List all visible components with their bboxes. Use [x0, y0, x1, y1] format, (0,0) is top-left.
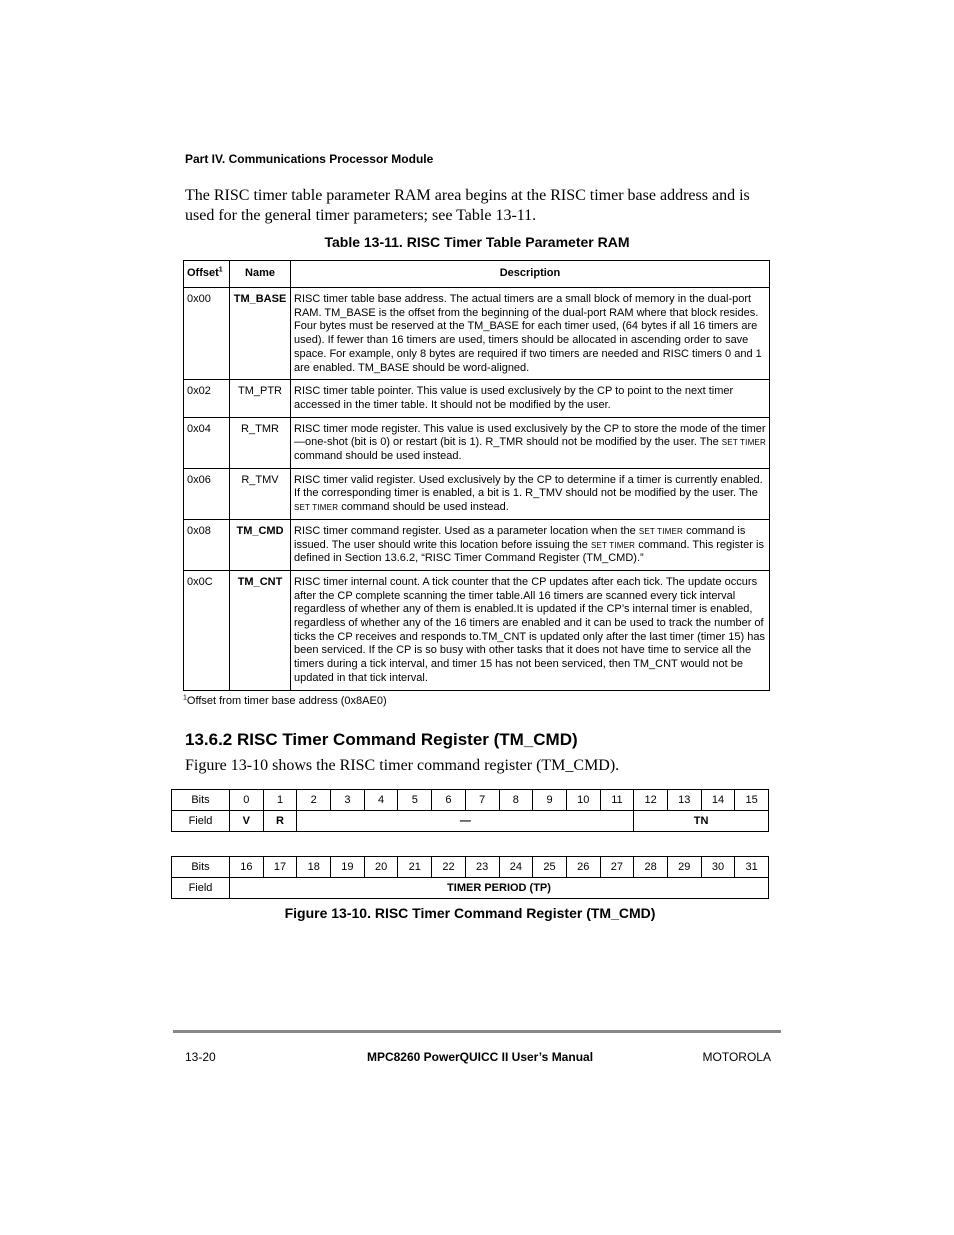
bits-label: Bits	[172, 857, 230, 878]
description-header: Description	[291, 261, 770, 288]
table-caption: Table 13-11. RISC Timer Table Parameter RAM	[324, 234, 630, 250]
page-number: 13-20	[185, 1050, 216, 1064]
section-heading: 13.6.2 RISC Timer Command Register (TM_CMD)	[185, 730, 578, 749]
name-cell: TM_CMD	[230, 519, 291, 570]
bit-number: 21	[398, 857, 432, 878]
bit-number: 0	[230, 790, 264, 811]
register-field: R	[263, 811, 297, 832]
bits-row-upper	[172, 790, 769, 811]
bit-number: 13	[667, 790, 701, 811]
bit-number: 3	[331, 790, 365, 811]
field-row-upper	[172, 811, 769, 832]
bit-number: 6	[432, 790, 466, 811]
description-text: RISC timer table base address. The actual timers are a small block of memory in the dual-port RAM. TM_BASE is the offset from the beginning of the dual-port RAM where that block resides. Four bytes must be reserved at the TM_BASE for each timer used, (64 bytes if all 16 timers are used). If fewer than 16 timers are used, timers should be allocated in ascending order to save space. For example, only 8 bytes are required if two timers are needed and RISC timers 0 and 1 are enabled. TM_BASE should be word-aligned.	[294, 293, 762, 374]
name-cell: TM_BASE	[230, 288, 291, 380]
description-text: RISC timer mode register. This value is used exclusively by the CP to store the mode of the timer—one-shot (bit is 0) or restart (bit is 1). R_TMR should not be modified by the user. The	[294, 422, 766, 449]
bit-number: 22	[432, 857, 466, 878]
field-label: Field	[172, 811, 230, 832]
register-field: V	[230, 811, 264, 832]
description-cell	[291, 468, 770, 519]
description-text: RISC timer internal count. A tick counter that the CP updates after each tick. The update occurs after the CP complete scanning the timer table.All 16 timers are scanned every tick interval regardless of whether any of them is enabled.It is updated if the CP’s internal timer is enabled, regardless of whether any of the 16 timers are enabled and it can be used to track the number of ticks the CP receives and responds to.TM_CNT is updated only after the last timer (timer 15) has been serviced. If the CP is so busy with other tasks that it does not have time to service all the timers during a tick interval, and timer 15 has not been serviced, then TM_CNT would not be updated in that tick interval.	[294, 575, 765, 684]
table-row	[184, 417, 770, 468]
offset-cell: 0x02	[184, 380, 230, 417]
table-footnote: $^1$Offset from timer base address (0x8AE0)	[183, 694, 387, 707]
description-cell	[291, 570, 770, 690]
offset-cell: 0x08	[184, 519, 230, 570]
description-text: command. This register is defined in Section 13.6.2, “RISC Timer Command Register (TM_CMD).”	[294, 538, 764, 565]
command-name: SET TIMER	[721, 438, 766, 448]
table-header-row	[184, 261, 770, 288]
offset-cell: 0x0C	[184, 570, 230, 690]
bit-number: 15	[735, 790, 769, 811]
section-text: Figure 13-10 shows the RISC timer command register (TM_CMD).	[185, 757, 620, 774]
bit-number: 11	[600, 790, 634, 811]
bit-number: 16	[230, 857, 264, 878]
description-text: RISC timer command register. Used as a parameter location when the	[294, 524, 639, 537]
name-cell: R_TMR	[230, 417, 291, 468]
bit-number: 2	[297, 790, 331, 811]
bit-number: 20	[364, 857, 398, 878]
bits-row-lower	[172, 857, 769, 878]
bit-number: 10	[566, 790, 600, 811]
bit-number: 26	[566, 857, 600, 878]
bit-number: 18	[297, 857, 331, 878]
manual-title: MPC8260 PowerQUICC II User’s Manual	[366, 1050, 594, 1064]
bit-number: 28	[634, 857, 668, 878]
description-cell	[291, 288, 770, 380]
name-header: Name	[230, 261, 291, 288]
description-text: RISC timer table pointer. This value is used exclusively by the CP to point to the next timer accessed in the timer table. It should not be modified by the user.	[294, 385, 734, 411]
table-row	[184, 380, 770, 417]
part-header: Part IV. Communications Processor Module	[185, 152, 434, 166]
offset-header: Offset$^1$	[184, 261, 230, 288]
register-field: —	[297, 811, 634, 832]
bit-number: 17	[263, 857, 297, 878]
bit-number: 8	[499, 790, 533, 811]
bit-number: 30	[701, 857, 735, 878]
bit-number: 31	[735, 857, 769, 878]
bit-number: 24	[499, 857, 533, 878]
bit-number: 5	[398, 790, 432, 811]
bit-number: 27	[600, 857, 634, 878]
register-upper-half	[171, 789, 769, 832]
bit-number: 1	[263, 790, 297, 811]
command-name: SET TIMER	[590, 540, 636, 550]
name-cell: TM_CNT	[230, 570, 291, 690]
field-row-lower	[172, 878, 769, 899]
bit-number: 14	[701, 790, 735, 811]
field-label: Field	[172, 878, 230, 899]
bit-number: 7	[465, 790, 499, 811]
description-text: command is issued. The user should write this location before issuing the	[294, 524, 746, 551]
bit-number: 4	[364, 790, 398, 811]
bits-label: Bits	[172, 790, 230, 811]
footer-rule	[173, 1030, 781, 1033]
table-row	[184, 468, 770, 519]
description-text: command should be used instead.	[338, 501, 509, 514]
bit-number: 29	[667, 857, 701, 878]
company-name: MOTOROLA	[702, 1050, 771, 1064]
name-cell: TM_PTR	[230, 380, 291, 417]
command-name: SET TIMER	[294, 503, 339, 513]
table-row	[184, 519, 770, 570]
bit-number: 23	[465, 857, 499, 878]
figure-caption: Figure 13-10. RISC Timer Command Register (TM_CMD)	[284, 905, 656, 921]
offset-cell: 0x06	[184, 468, 230, 519]
description-cell	[291, 380, 770, 417]
bit-number: 19	[331, 857, 365, 878]
description-cell	[291, 417, 770, 468]
description-cell	[291, 519, 770, 570]
parameter-ram-table	[183, 260, 770, 691]
description-text: RISC timer valid register. Used exclusively by the CP to determine if a timer is currently enabled. If the corresponding timer is enabled, a bit is 1. R_TMV should not be modified by the user. The	[294, 473, 763, 500]
table-row	[184, 288, 770, 380]
command-name: SET TIMER	[638, 526, 684, 536]
offset-cell: 0x04	[184, 417, 230, 468]
name-cell: R_TMV	[230, 468, 291, 519]
description-text: command should be used instead.	[294, 450, 462, 463]
register-field: TN	[634, 811, 769, 832]
bit-number: 12	[634, 790, 668, 811]
bit-number: 25	[533, 857, 567, 878]
register-lower-half	[171, 856, 769, 899]
table-row	[184, 570, 770, 690]
bit-number: 9	[533, 790, 567, 811]
intro-paragraph: The RISC timer table parameter RAM area begins at the RISC timer base address and is used for the general timer parameters; see Table 13-11.	[185, 187, 750, 224]
offset-cell: 0x00	[184, 288, 230, 380]
register-field: TIMER PERIOD (TP)	[230, 878, 769, 899]
